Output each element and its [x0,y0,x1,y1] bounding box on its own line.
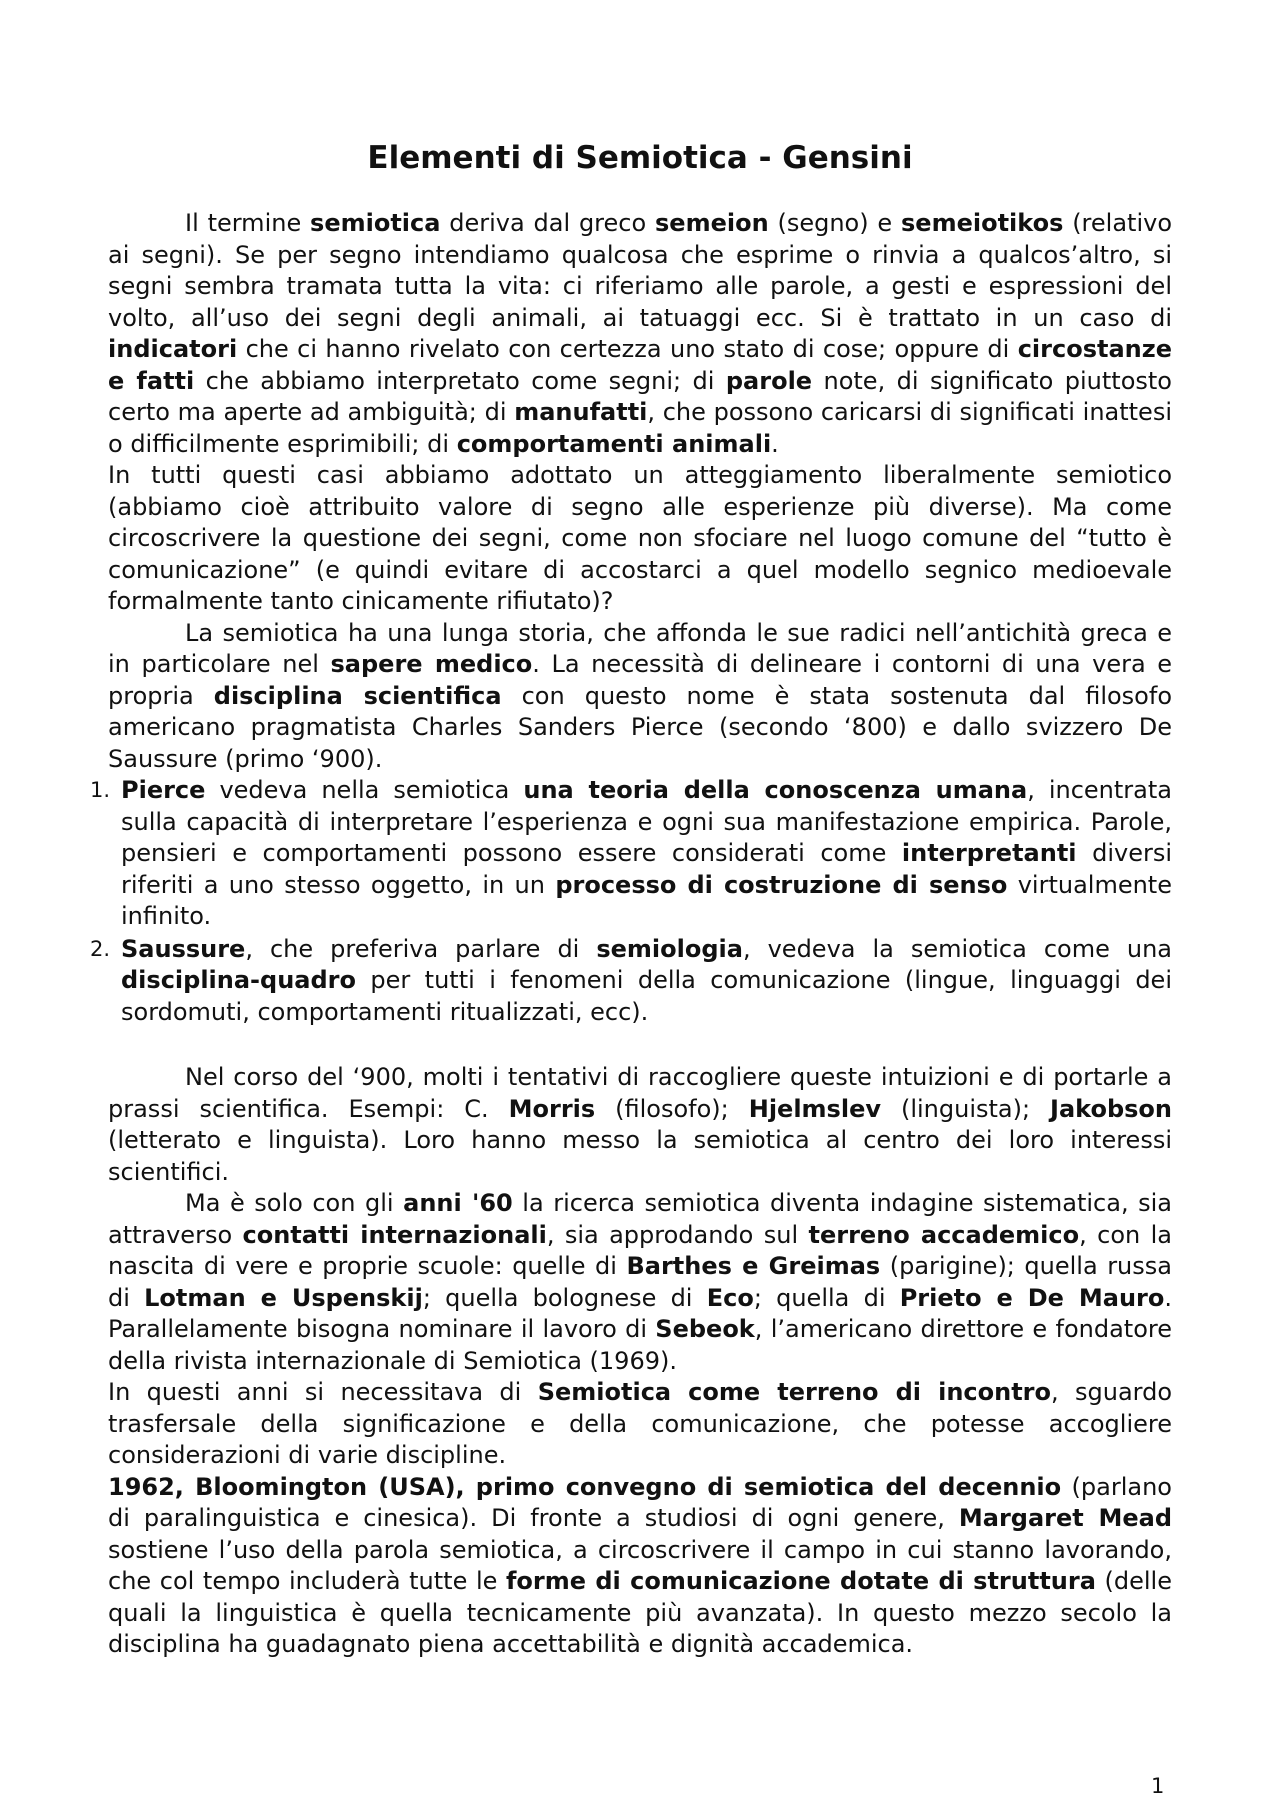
list-number: 2. [90,936,111,961]
paragraph-history: La semiotica ha una lunga storia, che affonda le sue radici nell’antichità greca e in particolare nel sapere medico. La necessità di delineare i contorni di una vera e propria disciplina scientifica con questo nome è stata sostenuta dal filosofo americano pragmatista Charles Sanders Pierce (secondo ‘800) e dallo svizzero De Saussure (primo ‘900). [108,618,1172,773]
numbered-list [90,775,1172,1028]
list-item: 1. Pierce vedeva nella semiotica una teoria della conoscenza umana, incentrata sulla capacità di interpretare l’esperienza e ogni sua manifestazione empirica. Parole, pensieri e comportamenti possono essere considerati come interpretanti diversi riferiti a uno stesso oggetto, in un processo di costruzione di senso virtualmente infinito. [90,776,1172,930]
paragraph-intro: Il termine semiotica deriva dal greco semeion (segno) e semeiotikos (relativo ai segni). Se per segno intendiamo qualcosa che esprime o rinvia a qualcos’altro, si segni sembra tramata tutta la vita: ci riferiamo alle parole, a gesti e espressioni del volto, all’uso dei segni degli animali, ai tatuaggi ecc. Si è trattato in un caso di indicatori che ci hanno rivelato con certezza uno stato di cose; oppure di circostanze e fatti che abbiamo interpretato come segni; di parole note, di significato piuttosto certo ma aperte ad ambiguità; di manufatti, che possono caricarsi di significati inattesi o difficilmente esprimibili; di comportamenti animali. [108,209,1173,458]
paragraph-twentieth-century: Nel corso del ‘900, molti i tentativi di raccogliere queste intuizioni e di portarle a prassi scientifica. Esempi: C. Morris (filosofo); Hjelmslev (linguista); Jakobson (letterato e linguista). Loro hanno messo la semiotica al centro dei loro interessi scientifici. [108,1063,1172,1186]
paragraph-spacer [108,1029,1172,1062]
list-item: 2. Saussure, che preferiva parlare di semiologia, vedeva la semiotica come una disciplina-quadro per tutti i fenomeni della comunicazione (lingue, linguaggi dei sordomuti, comportamenti ritualizzati, ecc). [90,934,1172,1026]
paragraph-liberal-semiotics: In tutti questi casi abbiamo adottato un atteggiamento liberalmente semiotico (abbiamo cioè attribuito valore di segno alle esperienze più diverse). Ma come circoscrivere la questione dei segni, come non sfociare nel luogo comune del “tutto è comunicazione” (e quindi evitare di accostarci a quel modello segnico medioevale formalmente tanto cinicamente rifiutato)? [108,461,1172,615]
page-number: 1 [1151,1774,1165,1798]
paragraph-bloomington: 1962, Bloomington (USA), primo convegno di semiotica del decennio (parlano di paralinguistica e cinesica). Di fronte a studiosi di ogni genere, Margaret Mead sostiene l’uso della parola semiotica, a circoscrivere il campo in cui stanno lavorando, che col tempo includerà tutte le forme di comunicazione dotate di struttura (delle quali la linguistica è quella tecnicamente più avanzata). In questo mezzo secolo la disciplina ha guadagnato piena accettabilità e dignità accademica. [108,1472,1172,1658]
list-number: 1. [90,778,111,802]
document-body [90,208,1173,1661]
paragraph-meeting-ground: In questi anni si necessitava di Semiotica come terreno di incontro, sguardo trasfersale della significazione e della comunicazione, che potesse accogliere considerazioni di varie discipline. [108,1378,1173,1469]
paragraph-sixties: Ma è solo con gli anni '60 la ricerca semiotica diventa indagine sistematica, sia attraverso contatti internazionali, sia approdando sul terreno accademico, con la nascita di vere e proprie scuole: quelle di Barthes e Greimas (parigine); quella russa di Lotman e Uspenskij; quella bolognese di Eco; quella di Prieto e De Mauro. Parallelamente bisogna nominare il lavoro di Sebeok, l’americano direttore e fondatore della rivista internazionale di Semiotica (1969). [108,1189,1173,1375]
page-title: Elementi di Semiotica - Gensini [367,140,913,176]
